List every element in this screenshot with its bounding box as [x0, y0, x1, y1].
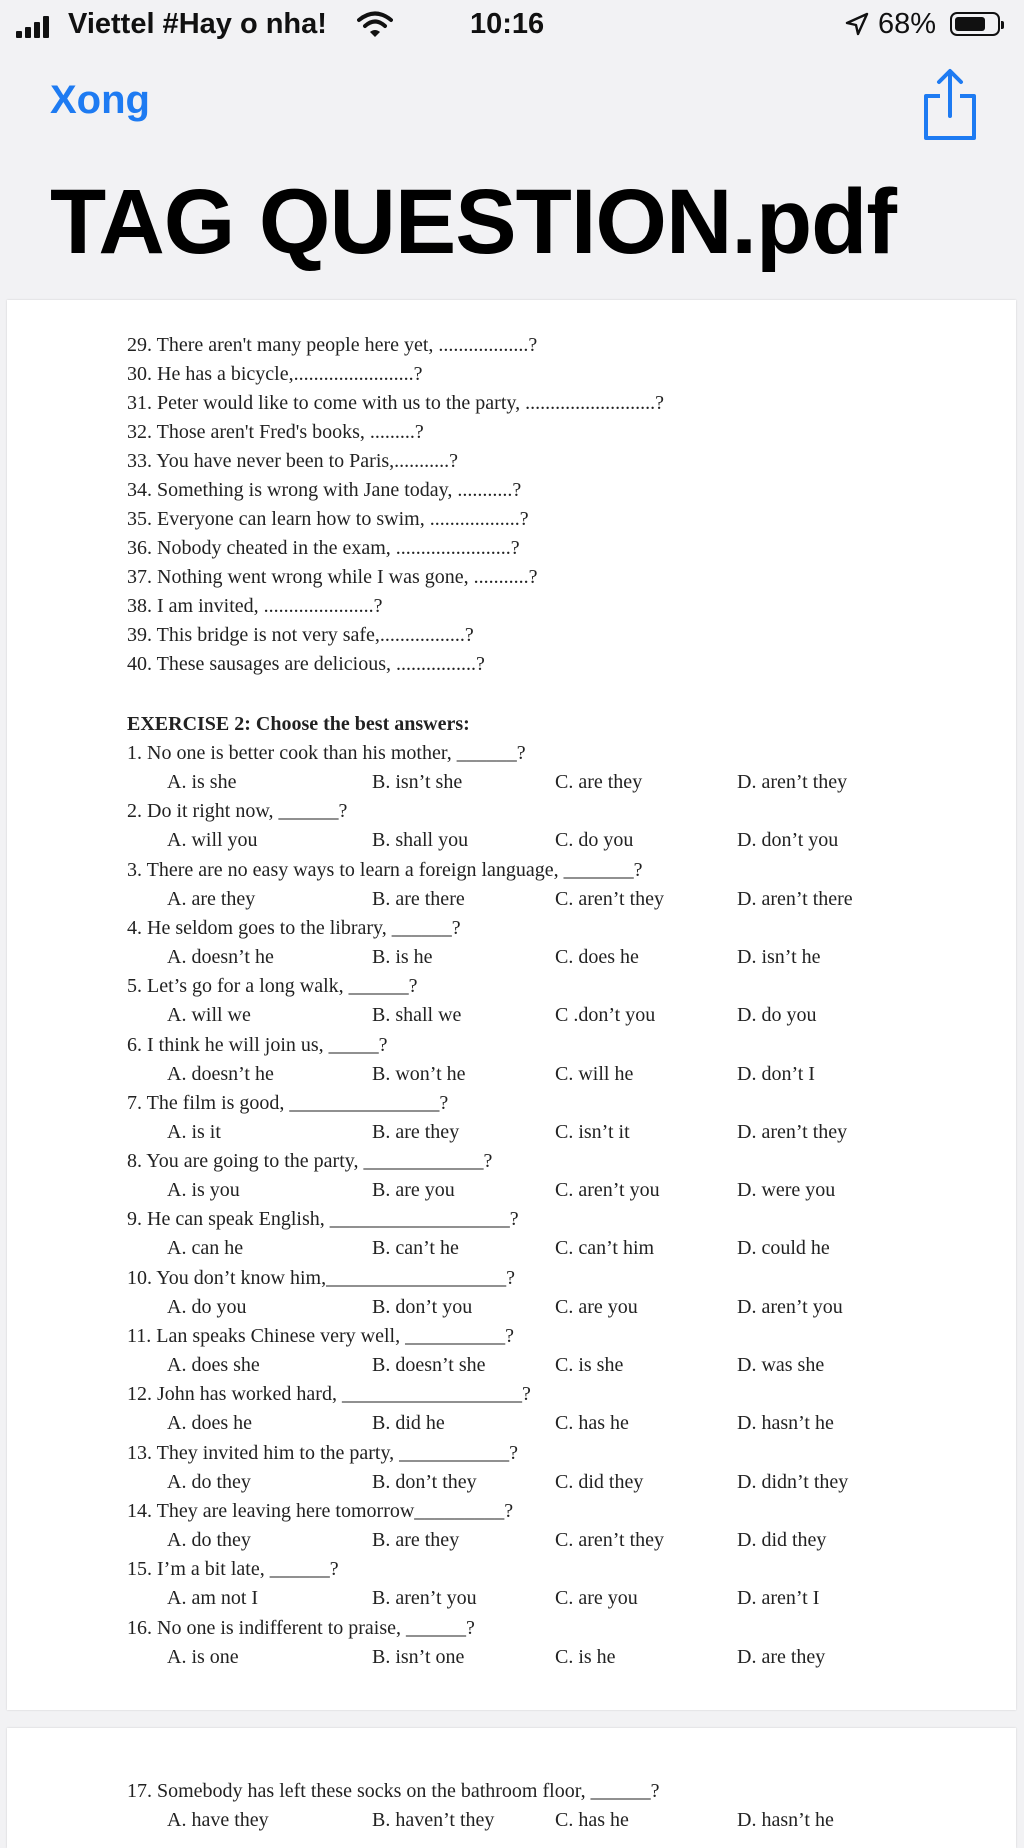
exercise-1-item: 38. I am invited, ......................?	[127, 595, 383, 617]
answer-option: B. are there	[372, 887, 465, 910]
answer-option: C. can’t him	[555, 1237, 655, 1260]
answer-option: A. is it	[167, 1120, 221, 1143]
carrier-name: Viettel #Hay o nha!	[68, 8, 327, 40]
answer-option: C. will he	[555, 1062, 634, 1085]
question: 17. Somebody has left these socks on the bathroom floor, ______?	[127, 1780, 660, 1802]
answer-option: B. can’t he	[372, 1237, 459, 1260]
answer-option: D. was she	[737, 1354, 825, 1376]
answer-option: A. does she	[167, 1354, 260, 1376]
question: 13. They invited him to the party, ___________?	[127, 1441, 519, 1464]
document-title: TAG QUESTION.pdf	[50, 171, 897, 273]
answer-option: C. are you	[555, 1295, 638, 1318]
exercise-1-item: 32. Those aren't Fred's books, .........?	[127, 421, 424, 443]
answer-option: A. will we	[167, 1004, 251, 1027]
pdf-page-2[interactable]	[7, 1728, 1016, 1848]
answer-option: D. do you	[737, 1004, 817, 1027]
location-arrow-icon	[845, 12, 869, 36]
answer-option: D. are they	[737, 1645, 826, 1668]
answer-option: A. doesn’t he	[167, 1062, 274, 1085]
exercise-1-item: 40. These sausages are delicious, ................?	[127, 653, 485, 675]
exercise-1-item: 36. Nobody cheated in the exam, .......................?	[127, 537, 520, 559]
answer-option: A. have they	[167, 1809, 269, 1831]
question: 10. You don’t know him,__________________?	[127, 1266, 515, 1289]
answer-option: C. aren’t they	[555, 1528, 665, 1551]
answer-option: D. hasn’t he	[737, 1809, 834, 1831]
exercise-1-item: 29. There aren't many people here yet, ..................?	[127, 334, 538, 356]
answer-option: D. hasn’t he	[737, 1412, 834, 1435]
answer-option: B. doesn’t she	[372, 1354, 486, 1376]
answer-option: A. can he	[167, 1237, 244, 1260]
answer-option: C. aren’t you	[555, 1179, 660, 1202]
question: 8. You are going to the party, ____________?	[127, 1150, 493, 1173]
answer-option: C. has he	[555, 1412, 629, 1435]
question: 1. No one is better cook than his mother, ______?	[127, 742, 526, 764]
answer-option: D. didn’t they	[737, 1470, 849, 1493]
question: 11. Lan speaks Chinese very well, __________?	[127, 1325, 514, 1347]
answer-option: A. is you	[167, 1179, 240, 1202]
answer-option: A. will you	[167, 829, 258, 852]
answer-option: B. haven’t they	[372, 1809, 495, 1831]
share-icon[interactable]	[920, 66, 980, 142]
clock: 10:16	[470, 8, 545, 40]
answer-option: A. am not I	[167, 1587, 259, 1610]
answer-option: D. aren’t they	[737, 1120, 848, 1143]
exercise-1-item: 39. This bridge is not very safe,.................?	[127, 624, 474, 646]
question: 5. Let’s go for a long walk, ______?	[127, 975, 418, 998]
status-bar	[0, 0, 1024, 50]
answer-option: B. isn’t one	[372, 1645, 465, 1668]
answer-option: B. are you	[372, 1179, 455, 1202]
answer-option: C. aren’t they	[555, 887, 665, 910]
answer-option: A. are they	[167, 887, 256, 910]
answer-option: B. is he	[372, 945, 433, 968]
answer-option: D. aren’t I	[737, 1587, 820, 1610]
answer-option: B. are they	[372, 1528, 460, 1551]
exercise-1-item: 30. He has a bicycle,........................?	[127, 363, 423, 385]
answer-option: D. isn’t he	[737, 945, 821, 968]
answer-option: C. isn’t it	[555, 1120, 630, 1143]
answer-option: C. do you	[555, 829, 634, 852]
answer-option: C. has he	[555, 1809, 629, 1831]
exercise-1-item: 34. Something is wrong with Jane today, ...........?	[127, 479, 522, 501]
answer-option: D. did they	[737, 1528, 827, 1551]
answer-option: B. aren’t you	[372, 1587, 477, 1610]
answer-option: D. could he	[737, 1237, 830, 1260]
question: 16. No one is indifferent to praise, ______?	[127, 1616, 475, 1639]
answer-option: B. did he	[372, 1412, 445, 1435]
question: 3. There are no easy ways to learn a foreign language, _______?	[127, 858, 643, 881]
question: 7. The film is good, _______________?	[127, 1091, 449, 1114]
exercise-1-item: 37. Nothing went wrong while I was gone, ...........?	[127, 566, 538, 588]
exercise-1-item: 33. You have never been to Paris,...........?	[127, 450, 459, 472]
exercise-1-item: 31. Peter would like to come with us to the party, ..........................?	[127, 392, 664, 414]
done-button[interactable]: Xong	[50, 78, 150, 122]
answer-option: D. don’t I	[737, 1062, 815, 1085]
exercise-heading: EXERCISE 2: Choose the best answers:	[127, 713, 470, 735]
cellular-signal-icon	[16, 16, 49, 38]
answer-option: C. does he	[555, 945, 639, 968]
question: 2. Do it right now, ______?	[127, 800, 348, 823]
answer-option: A. is she	[167, 771, 237, 793]
question: 6. I think he will join us, _____?	[127, 1033, 388, 1056]
question: 15. I’m a bit late, ______?	[127, 1558, 339, 1581]
answer-option: A. doesn’t he	[167, 945, 274, 968]
answer-option: A. does he	[167, 1412, 252, 1435]
answer-option: B. isn’t she	[372, 771, 463, 793]
battery-icon	[950, 12, 1000, 36]
answer-option: B. shall you	[372, 829, 469, 852]
question: 9. He can speak English, __________________?	[127, 1208, 519, 1231]
answer-option: A. do they	[167, 1470, 251, 1493]
answer-option: B. are they	[372, 1120, 460, 1143]
question: 14. They are leaving here tomorrow_________?	[127, 1499, 514, 1522]
answer-option: B. shall we	[372, 1004, 462, 1027]
answer-option: A. do you	[167, 1295, 247, 1318]
answer-option: D. aren’t there	[737, 887, 853, 910]
answer-option: A. is one	[167, 1645, 239, 1668]
question: 12. John has worked hard, __________________?	[127, 1383, 531, 1406]
answer-option: C. did they	[555, 1470, 644, 1493]
answer-option: C. are you	[555, 1587, 638, 1610]
answer-option: D. aren’t they	[737, 771, 848, 793]
answer-option: D. don’t you	[737, 829, 839, 852]
answer-option: B. don’t they	[372, 1470, 477, 1493]
answer-option: A. do they	[167, 1528, 251, 1551]
answer-option: C. are they	[555, 771, 643, 793]
answer-option: D. aren’t you	[737, 1295, 843, 1318]
pdf-page-1[interactable]	[7, 300, 1016, 1710]
exercise-1-item: 35. Everyone can learn how to swim, ..................?	[127, 508, 529, 530]
answer-option: C. is she	[555, 1354, 624, 1376]
answer-option: C .don’t you	[555, 1004, 656, 1027]
answer-option: D. were you	[737, 1179, 836, 1202]
wifi-icon	[357, 10, 393, 38]
battery-percent: 68%	[878, 8, 937, 40]
answer-option: C. is he	[555, 1645, 616, 1668]
answer-option: B. won’t he	[372, 1062, 466, 1085]
question: 4. He seldom goes to the library, ______?	[127, 916, 461, 939]
answer-option: B. don’t you	[372, 1295, 473, 1318]
